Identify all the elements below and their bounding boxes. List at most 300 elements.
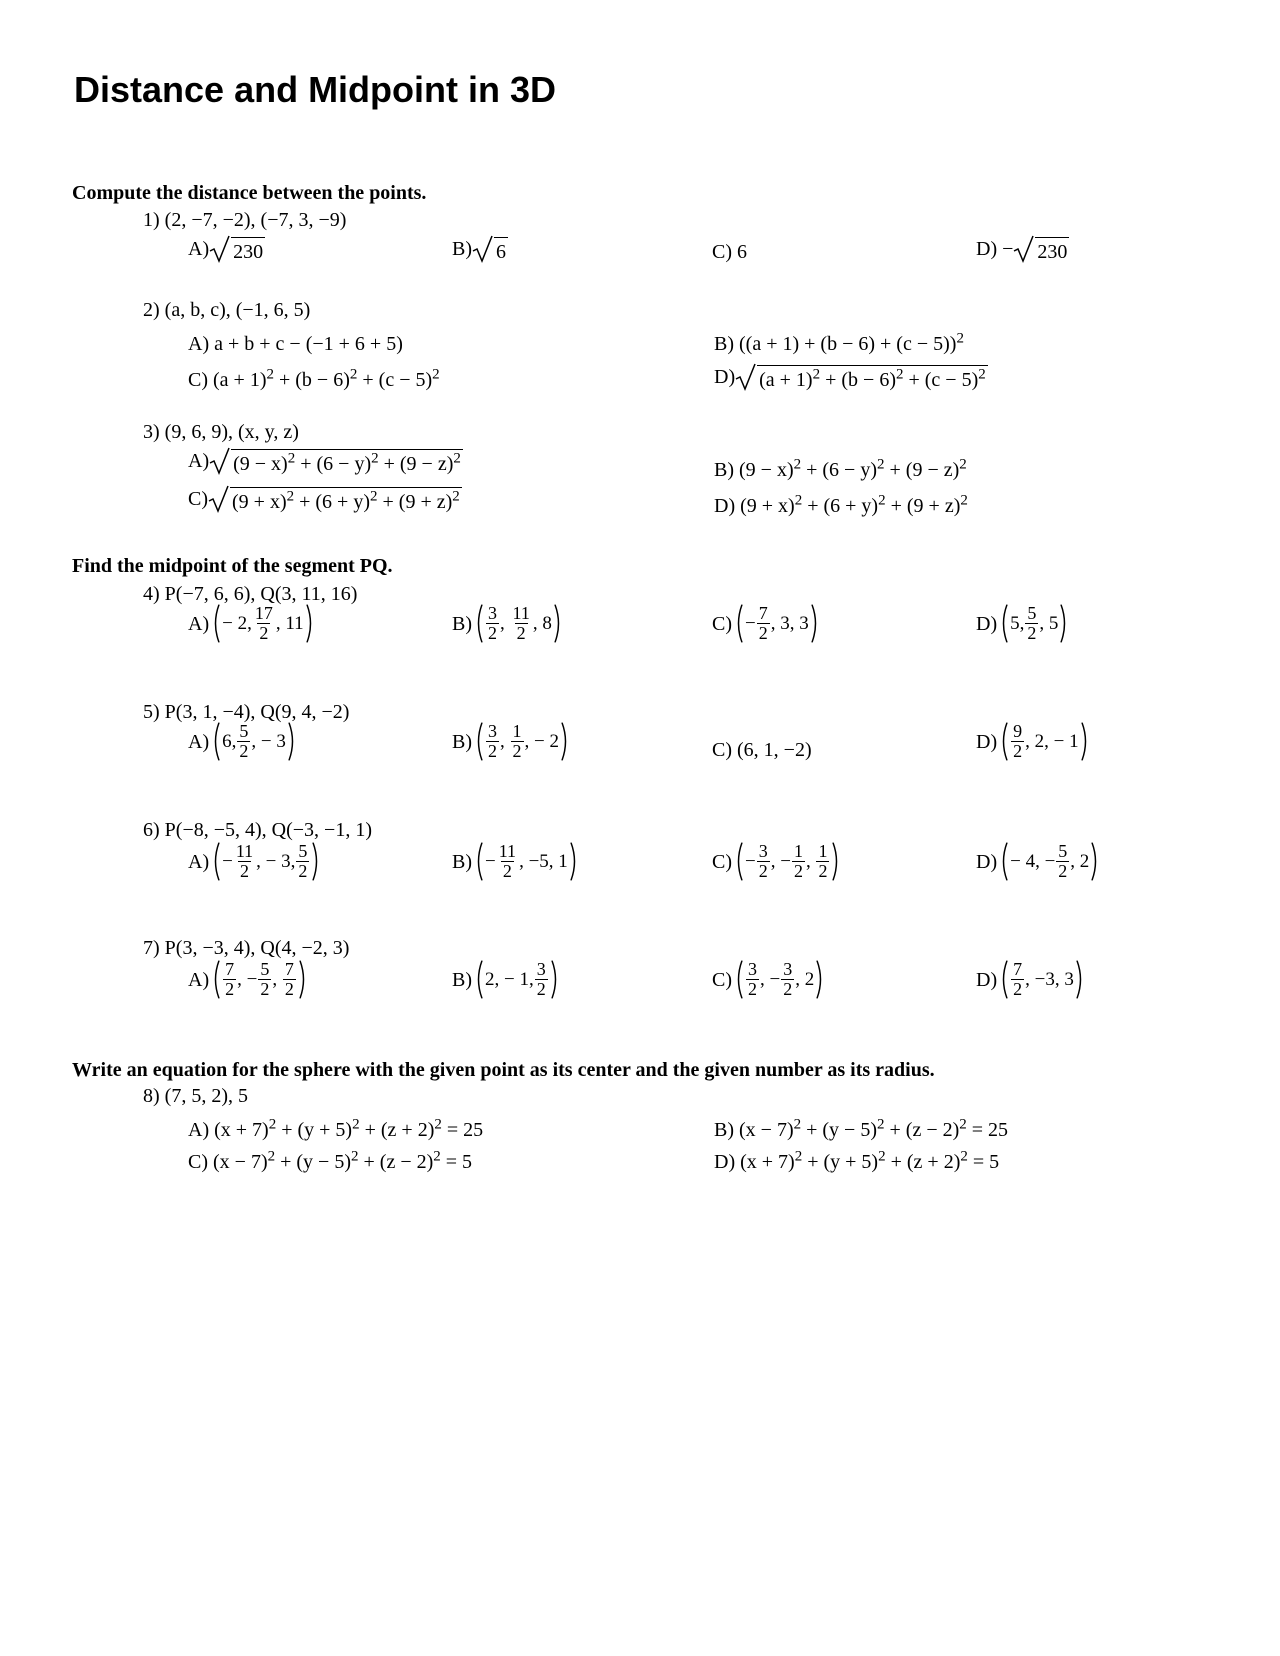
math-symbol-icon [211,722,220,761]
math-text: − [745,612,756,634]
math-text: − [485,850,496,872]
math-text: $\frac{7}{2}$ , − $\frac{5}{2}$ , $\frac{7}{2}$ [225,959,294,999]
math-text: A) [188,850,210,873]
math-symbol-icon [1060,604,1069,643]
section-heading-distance: Compute the distance between the points. [72,182,427,204]
math-symbol-icon [209,234,231,264]
math-text: + (9 − z) [378,453,454,475]
math-text: B) (x − 7) [714,1119,794,1141]
q1-option-b[interactable] [452,234,508,264]
math-text: + (9 + z) [885,495,961,517]
math-text [1008,604,1060,643]
math-text: D) (9 + x) [714,495,795,517]
math-text: , 3, 3 [770,612,809,634]
denominator: 2 [502,861,512,881]
numerator: 1 [793,841,803,861]
denominator: 2 [748,979,757,999]
numerator: 5 [298,841,308,861]
exponent: 2 [959,456,967,473]
q3-option-a[interactable] [188,446,463,476]
parentheses-group [474,960,560,999]
parentheses-group [211,960,308,999]
exponent: 2 [287,450,296,467]
fraction [781,960,794,999]
q7-option-a[interactable] [188,960,308,999]
right-paren-icon [1076,960,1085,999]
fraction [234,842,255,881]
q3-option-b[interactable] [714,458,967,482]
math-text: + (y − 5) [801,1119,877,1141]
math-text: , − 2 [524,730,559,752]
math-text [1008,960,1076,999]
q4-option-a[interactable] [188,604,315,643]
option-label: A) [188,238,210,260]
q6-option-c[interactable] [712,842,841,881]
right-paren-icon [832,842,841,881]
exponent: 2 [370,488,378,505]
math-text: C) [712,612,732,635]
math-symbol-icon [208,484,230,514]
left-paren-icon [734,960,743,999]
fraction [258,960,271,999]
numerator: 5 [1058,841,1068,861]
q8-option-b[interactable] [714,1118,1008,1142]
left-paren-icon [474,604,483,643]
q8-option-d[interactable] [714,1150,999,1174]
right-paren-icon [288,722,297,761]
question-7-stem: 7) P(3, −3, 4), Q(4, −2, 3) [143,937,350,959]
fraction [486,722,499,761]
math-text [743,604,811,643]
fraction [746,960,759,999]
math-text: + (y + 5) [276,1119,353,1141]
math-symbol-icon [551,960,560,999]
math-text: − 2, [222,612,252,634]
fraction [1011,960,1024,999]
numerator: 7 [758,603,768,623]
q2-option-b[interactable] [714,332,964,356]
math-symbol-icon [561,722,570,761]
q4-option-b[interactable] [452,604,563,643]
math-text: + (z − 2) [358,1151,434,1173]
math-text: D) − [976,238,1014,260]
q1-option-a[interactable] [188,234,265,264]
exponent: 2 [433,1148,441,1165]
radicand [757,365,988,392]
parentheses-group [999,604,1069,643]
math-text: (9 − x) [233,453,288,475]
math-text: + (z − 2) [884,1119,960,1141]
math-text: B) [452,238,472,260]
q3-option-d[interactable] [714,494,968,518]
math-text: , 5 [1039,612,1059,634]
math-symbol-icon [999,960,1008,999]
math-text [220,842,312,881]
left-paren-icon [211,722,220,761]
math-text: + (c − 5) [357,369,433,391]
math-text: , − [760,968,781,990]
exponent: 2 [878,1148,886,1165]
exponent: 2 [960,1148,968,1165]
fraction [296,842,309,881]
math-text: C) (a + 1) [188,369,267,391]
math-text: + (9 + z) [377,491,453,513]
radical-sign-icon [209,234,231,264]
math-symbol-icon [474,604,483,643]
question-3-stem: 3) (9, 6, 9), (x, y, z) [143,421,299,443]
question-5-stem: 5) P(3, 1, −4), Q(9, 4, −2) [143,701,350,723]
exponent: 2 [960,492,968,509]
math-text [743,960,816,999]
left-paren-icon [474,960,483,999]
math-text: D) [976,730,998,753]
exponent: 2 [267,1148,276,1165]
q4-option-d[interactable] [976,604,1069,643]
math-text: + (9 − z) [884,459,960,481]
math-text [220,722,288,761]
left-paren-icon [211,604,220,643]
fraction [792,842,805,881]
math-symbol-icon [735,362,757,392]
math-text: $\frac{3}{2}$ , $\frac{1}{2}$ , − 2 [488,721,559,761]
math-text: − $\frac{3}{2}$ , − $\frac{1}{2}$ , $\frac{1}{2}$ [745,841,828,881]
math-text: D) [976,612,998,635]
exponent: 2 [878,492,886,509]
denominator: 2 [793,861,803,881]
math-symbol-icon [811,604,820,643]
exponent: 2 [959,1116,967,1133]
denominator: 2 [259,623,269,643]
right-paren-icon [306,604,315,643]
exponent: 2 [956,330,964,347]
math-symbol-icon [312,842,321,881]
parentheses-group [211,604,315,643]
math-symbol-icon [306,604,315,643]
radicand: 230 [231,237,265,264]
right-paren-icon [1060,604,1069,643]
page-title: Distance and Midpoint in 3D [74,69,557,110]
denominator: 2 [783,979,793,999]
fraction [757,604,770,643]
math-symbol-icon [999,604,1008,643]
denominator: 2 [536,979,546,999]
math-symbol-icon [474,722,483,761]
fraction [497,842,518,881]
fraction [486,604,499,643]
math-text: B) [452,612,472,635]
exponent: 2 [432,366,440,383]
math-symbol-icon [474,842,483,881]
fraction [757,842,770,881]
exponent: 2 [793,456,802,473]
math-text: D) (x + 7) [714,1151,795,1173]
fraction [535,960,548,999]
math-text: A) [188,450,210,472]
parentheses-group [999,960,1085,999]
math-text: ) [804,739,812,761]
math-text: 6, [222,730,237,752]
numerator: 1 [512,721,522,741]
question-6-stem: 6) P(−8, −5, 4), Q(−3, −1, 1) [143,819,372,841]
fraction [511,604,532,643]
exponent: 2 [453,450,461,467]
exponent: 2 [793,1116,802,1133]
math-text: (a + 1) [759,369,813,391]
left-paren-icon [734,842,743,881]
exponent: 2 [268,1116,277,1133]
numerator: 11 [498,841,517,861]
exponent: 2 [286,488,295,505]
math-text: + (b − 6) [273,369,350,391]
exponent: 2 [895,366,904,383]
math-text: , 2 [1070,850,1090,872]
square-root [209,446,463,476]
parentheses-group [211,842,321,881]
math-text: B) [452,968,472,991]
math-text [1008,722,1080,761]
numerator: 11 [512,603,530,623]
q5-option-b[interactable] [452,722,570,761]
math-symbol-icon [832,842,841,881]
q7-option-c[interactable] [712,960,825,999]
denominator: 2 [488,741,497,761]
math-text: B) (9 − x) [714,459,794,481]
exponent: 2 [877,456,885,473]
q6-option-d[interactable] [976,842,1100,881]
math-symbol-icon [299,960,308,999]
math-text: + (c − 5) [903,369,979,391]
left-paren-icon [734,604,743,643]
parentheses-group [734,604,820,643]
math-symbol-icon [474,960,483,999]
q5-option-d[interactable] [976,722,1090,761]
math-text: − [745,850,756,872]
exponent: 2 [452,488,460,505]
exponent: 2 [352,1116,360,1133]
parentheses-group [999,842,1100,881]
numerator: 3 [488,603,497,623]
right-paren-icon [811,604,820,643]
left-paren-icon [999,722,1008,761]
square-root [735,362,988,392]
denominator: 2 [284,979,294,999]
left-paren-icon [999,604,1008,643]
math-text: , 2, − 1 [1025,730,1079,752]
fraction [237,722,250,761]
numerator: 7 [284,959,294,979]
q2-option-a[interactable]: A) a + b + c − (−1 + 6 + 5) [188,333,403,355]
parentheses-group [999,722,1089,761]
denominator: 2 [240,861,249,881]
denominator: 2 [298,861,308,881]
math-symbol-icon [1076,960,1085,999]
exponent: 2 [434,1116,442,1133]
math-text: , − [237,968,258,990]
math-text: B) [452,850,472,873]
q3-option-c[interactable] [188,484,462,514]
math-text: A) [188,612,210,635]
q2-option-d[interactable] [714,362,988,392]
math-text: , 8 [532,612,552,634]
numerator: 3 [758,841,768,861]
fraction [223,960,236,999]
math-text: + (6 − y) [801,459,877,481]
numerator: 9 [1013,721,1023,741]
math-text: , −3, 3 [1025,968,1074,990]
fraction [816,842,829,881]
exponent: 2 [812,366,821,383]
q1-option-d[interactable] [976,234,1069,264]
radical-sign-icon [208,484,230,514]
left-paren-icon [999,842,1008,881]
square-root [472,234,508,264]
question-8-stem: 8) (7, 5, 2), 5 [143,1085,248,1107]
math-text: + (6 + y) [802,495,879,517]
math-text: + (b − 6) [820,369,896,391]
numerator: 1 [818,841,828,861]
fraction [1056,842,1069,881]
math-text: − [222,850,233,872]
radicand: 230 [1035,237,1069,264]
math-text: C) (x − 7) [188,1151,268,1173]
math-text: = 25 [441,1119,484,1141]
right-paren-icon [1091,842,1100,881]
right-paren-icon [816,960,825,999]
math-symbol-icon [288,722,297,761]
exponent: 2 [794,1148,803,1165]
q4-option-c[interactable] [712,604,820,643]
math-text: (9 + x) [232,491,287,513]
denominator: 2 [1013,741,1023,761]
square-root [209,234,265,264]
radical-sign-icon [735,362,757,392]
exponent: 2 [371,450,379,467]
q2-option-c[interactable] [188,368,440,392]
math-text: , − 3 [251,730,286,752]
fraction [283,960,296,999]
q5-option-a[interactable] [188,722,297,761]
math-text: $\frac{3}{2}$ , $\frac{11}{2}$ , 8 [488,603,552,643]
math-text: D) [976,850,998,873]
denominator: 2 [516,623,526,643]
q8-option-c[interactable] [188,1150,472,1174]
numerator: 11 [235,841,254,861]
q1-option-c[interactable]: C) 6 [712,241,747,263]
math-symbol-icon [816,960,825,999]
square-root [208,484,462,514]
numerator: 5 [1027,603,1037,623]
exponent: 2 [266,366,274,383]
math-text: C) [712,850,732,873]
denominator: 2 [1013,979,1023,999]
math-text: + (z + 2) [359,1119,435,1141]
math-symbol-icon [211,842,220,881]
fraction [253,604,275,643]
question-2-stem: 2) (a, b, c), (−1, 6, 5) [143,299,311,321]
math-text: B) [452,730,472,753]
section-heading-sphere: Write an equation for the sphere with the given point as its center and the given number as its radius. [72,1059,935,1081]
exponent: 2 [351,1148,359,1165]
left-paren-icon [211,842,220,881]
right-paren-icon [299,960,308,999]
math-symbol-icon [209,446,231,476]
numerator: 3 [783,959,793,979]
math-text: D) [714,366,736,388]
math-text: ( [737,739,744,761]
exponent: 2 [877,1116,885,1133]
math-symbol-icon [734,842,743,881]
numerator: 3 [488,721,497,741]
math-text [483,842,570,881]
exponent: 2 [978,366,986,383]
q6-option-b[interactable] [452,842,579,881]
math-text: − 4, − [1010,850,1056,872]
math-text [483,960,551,999]
math-text: + (6 − y) [295,453,372,475]
parentheses-group [734,842,841,881]
left-paren-icon [211,960,220,999]
math-text: C) [712,968,732,991]
numerator: 3 [748,959,757,979]
exponent: 2 [349,366,358,383]
numerator: 5 [260,959,270,979]
math-text: + (6 + y) [294,491,370,513]
math-symbol-icon [1091,842,1100,881]
parentheses-group [211,722,297,761]
fraction [1025,604,1038,643]
math-text: D) [976,968,998,991]
fraction [1011,722,1024,761]
math-text: , −5, 1 [519,850,568,872]
right-paren-icon [551,960,560,999]
math-text: C) [712,739,732,761]
left-paren-icon [474,722,483,761]
right-paren-icon [570,842,579,881]
q6-option-a[interactable] [188,842,321,881]
radicand [231,449,463,476]
math-symbol-icon [554,604,563,643]
math-symbol-icon [472,234,494,264]
radical-sign-icon [472,234,494,264]
math-text: , 11 [275,612,304,634]
math-symbol-icon [734,960,743,999]
math-symbol-icon [734,604,743,643]
math-symbol-icon [1081,722,1090,761]
math-text: = 25 [966,1119,1009,1141]
q7-option-b[interactable] [452,960,560,999]
math-text: 5, [1010,612,1025,634]
denominator: 2 [225,979,235,999]
math-text: + (y + 5) [802,1151,879,1173]
math-symbol-icon [570,842,579,881]
math-text: C) [188,488,208,510]
numerator: 5 [239,721,249,741]
q8-option-a[interactable] [188,1118,483,1142]
q5-option-c[interactable] [712,738,812,762]
q7-option-d[interactable] [976,960,1085,999]
math-text [1008,842,1091,881]
numerator: 7 [225,959,235,979]
math-text: 6, 1, −2 [743,739,805,761]
parentheses-group [474,604,563,643]
numerator: 3 [536,959,546,979]
math-text: + (z + 2) [885,1151,961,1173]
denominator: 2 [758,861,768,881]
denominator: 2 [512,741,522,761]
math-text: A) [188,968,210,991]
denominator: 2 [239,741,249,761]
math-symbol-icon [1013,234,1035,264]
